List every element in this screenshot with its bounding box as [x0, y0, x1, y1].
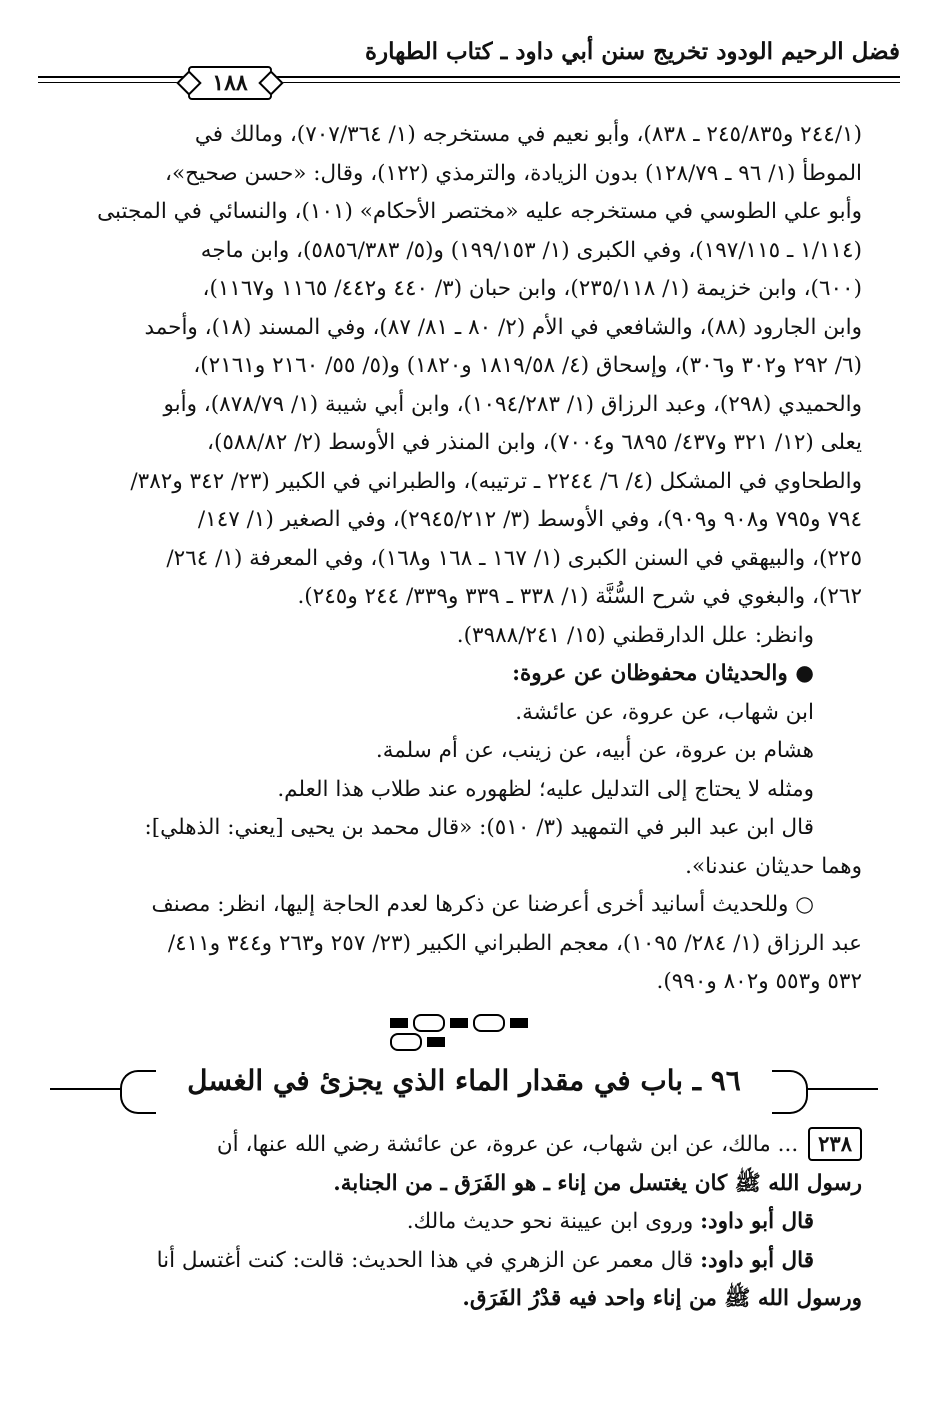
section-ornament — [390, 1012, 540, 1030]
page-header — [38, 30, 900, 100]
other-chains-line: عبد الرزاق (١/ ٢٨٤/ ١٠٩٥)، معجم الطبراني الكبير (٢٣/ ٢٥٧ و٢٦٣ و٣٤٤ و٤١١/ — [167, 930, 862, 956]
ornament-dot — [390, 1018, 408, 1028]
takhrij-line: ٢٢٥)، والبيهقي في السنن الكبرى (١/ ١٦٧ ـ ١٦٨ و١٦٨)، وفي المعرفة (١/ ٢٦٤/ — [166, 545, 862, 571]
takhrij-line: يعلى (١٢/ ٣٢١ و٤٣٧/ ٦٨٩٥ و٧٠٠٤)، وابن المنذر في الأوسط (٢/ ٥٨٨/٨٢)، — [207, 430, 862, 455]
takhrij-paragraph — [60, 116, 862, 1002]
note-label: قال أبو داود: — [700, 1209, 814, 1234]
ornament-dot — [427, 1037, 445, 1047]
takhrij-line: (٦/ ٢٩٢ و٣٠٢ و٣٠٦)، وإسحاق (٤/ ١٨١٩/٥٨ و١٨٢٠) و(٥/ ٥٥/ ٢١٦٠ و٢١٦١)، — [193, 353, 862, 378]
takhrij-line: ٢٦٢)، والبغوي في شرح السُّنَّة (١/ ٣٣٨ ـ ٣٣٩ و٣٣٩/ ٢٤٤ و٢٤٥). — [297, 584, 862, 609]
ornament-dot — [450, 1018, 468, 1028]
note-label: قال أبو داود: — [700, 1247, 814, 1273]
hadith-text-line — [60, 1126, 862, 1165]
takhrij-line: والطحاوي في المشكل (٤/ ٦/ ٢٢٤٤ ـ ترتيبه)، والطبراني في الكبير (٢٣/ ٣٤٢ و٣٨٢/ — [130, 468, 862, 494]
ornament-ring — [413, 1014, 445, 1032]
header-rule — [38, 76, 900, 78]
other-chains-line: ○ وللحديث أسانيد أخرى أعرضنا عن ذكرها لعدم الحاجة إليها، انظر: مصنف — [151, 892, 814, 917]
header-rule-thin — [38, 82, 900, 83]
quote-line: وهما حديثان عندنا». — [685, 853, 862, 879]
heading-bracket-left — [120, 1070, 156, 1114]
heading-line-right — [808, 1088, 878, 1090]
heading-bracket-right — [772, 1070, 808, 1114]
hadith-text-line: رسول الله ﷺ كان يغتسل من إناء ـ هو الفَرَق ـ من الجنابة. — [333, 1170, 862, 1196]
remark-line: ومثله لا يحتاج إلى التدليل عليه؛ لظهوره عند طلاب هذا العلم. — [277, 776, 814, 802]
bullet-heading: ● والحديثان محفوظان عن عروة: — [512, 661, 814, 686]
running-title: فضل الرحيم الودود تخريج سنن أبي داود ـ كتاب الطهارة — [364, 38, 900, 65]
other-chains-line: ٥٣٢ و٥٥٣ و٨٠٢ و٩٩٠). — [656, 969, 862, 994]
note-text: وروى ابن عيينة نحو حديث مالك. — [406, 1209, 694, 1234]
takhrij-line: والحميدي (٢٩٨)، وعبد الرزاق (١/ ١٠٩٤/٢٨٣)، وابن أبي شيبة (١/ ٨٧٨/٧٩)، وأبو — [163, 391, 862, 417]
takhrij-line: الموطأ (١/ ٩٦ ـ ١٢٨/٧٩) بدون الزيادة، والترمذي (١٢٢)، وقال: «حسن صحيح»، — [165, 160, 862, 186]
note-text: قال معمر عن الزهري في هذا الحديث: قالت: كنت أغتسل أنا — [156, 1247, 694, 1273]
hadith-block — [60, 1126, 862, 1319]
abu-dawud-note — [60, 1203, 862, 1242]
chapter-heading — [50, 1060, 878, 1120]
takhrij-line: (٦٠٠)، وابن خزيمة (١/ ٢٣٥/١١٨)، وابن حبان (٣/ ٤٤٠ و٤٤٢/ ١١٦٥ و١١٦٧)، — [202, 276, 862, 301]
note-text-line: ورسول الله ﷺ من إناء واحد فيه قدْرُ الفَرَق. — [462, 1286, 862, 1311]
takhrij-line: ٧٩٤ و٧٩٥ و٩٠٨ و٩٠٩)، وفي الأوسط (٣/ ٢٩٤٥/٢١٢)، وفي الصغير (١/ ١٤٧/ — [197, 507, 862, 532]
ornament-ring — [473, 1014, 505, 1032]
takhrij-line: وابن الجارود (٨٨)، والشافعي في الأم (٢/ ٨٠ ـ ٨١/ ٨٧)، وفي المسند (١٨)، وأحمد — [144, 314, 862, 340]
takhrij-line: (٢٤٤/١ و٢٤٥/٨٣٥ ـ ٨٣٨)، وأبو نعيم في مستخرجه (١/ ٧٠٧/٣٦٤)، ومالك في — [194, 122, 862, 147]
chain-line: ابن شهاب، عن عروة، عن عائشة. — [515, 699, 814, 725]
ornament-dot — [510, 1018, 528, 1028]
hadith-text: ... مالك، عن ابن شهاب، عن عروة، عن عائشة رضي الله عنها، أن — [216, 1132, 799, 1157]
chapter-title: ٩٦ ـ باب في مقدار الماء الذي يجزئ في الغسل — [187, 1064, 741, 1097]
hadith-number: ٢٣٨ — [808, 1127, 862, 1161]
ornament-ring — [390, 1033, 422, 1051]
heading-line-left — [50, 1088, 120, 1090]
quote-line: قال ابن عبد البر في التمهيد (٣/ ٥١٠): «قال محمد بن يحيى [يعني: الذهلي]: — [144, 815, 814, 840]
takhrij-line: وأبو علي الطوسي في مستخرجه عليه «مختصر الأحكام» (١٠١)، والنسائي في المجتبى — [97, 199, 862, 224]
see-also-line: وانظر: علل الدارقطني (١٥/ ٣٩٨٨/٢٤١). — [456, 622, 814, 648]
takhrij-line: (١/١١٤ ـ ١٩٧/١١٥)، وفي الكبرى (١/ ١٩٩/١٥٣) و(٥/ ٥٨٥٦/٣٨٣)، وابن ماجه — [200, 237, 862, 263]
abu-dawud-note — [60, 1242, 862, 1281]
page-number: ١٨٨ — [188, 66, 272, 100]
chain-line: هشام بن عروة، عن أبيه، عن زينب، عن أم سلمة. — [375, 738, 814, 763]
